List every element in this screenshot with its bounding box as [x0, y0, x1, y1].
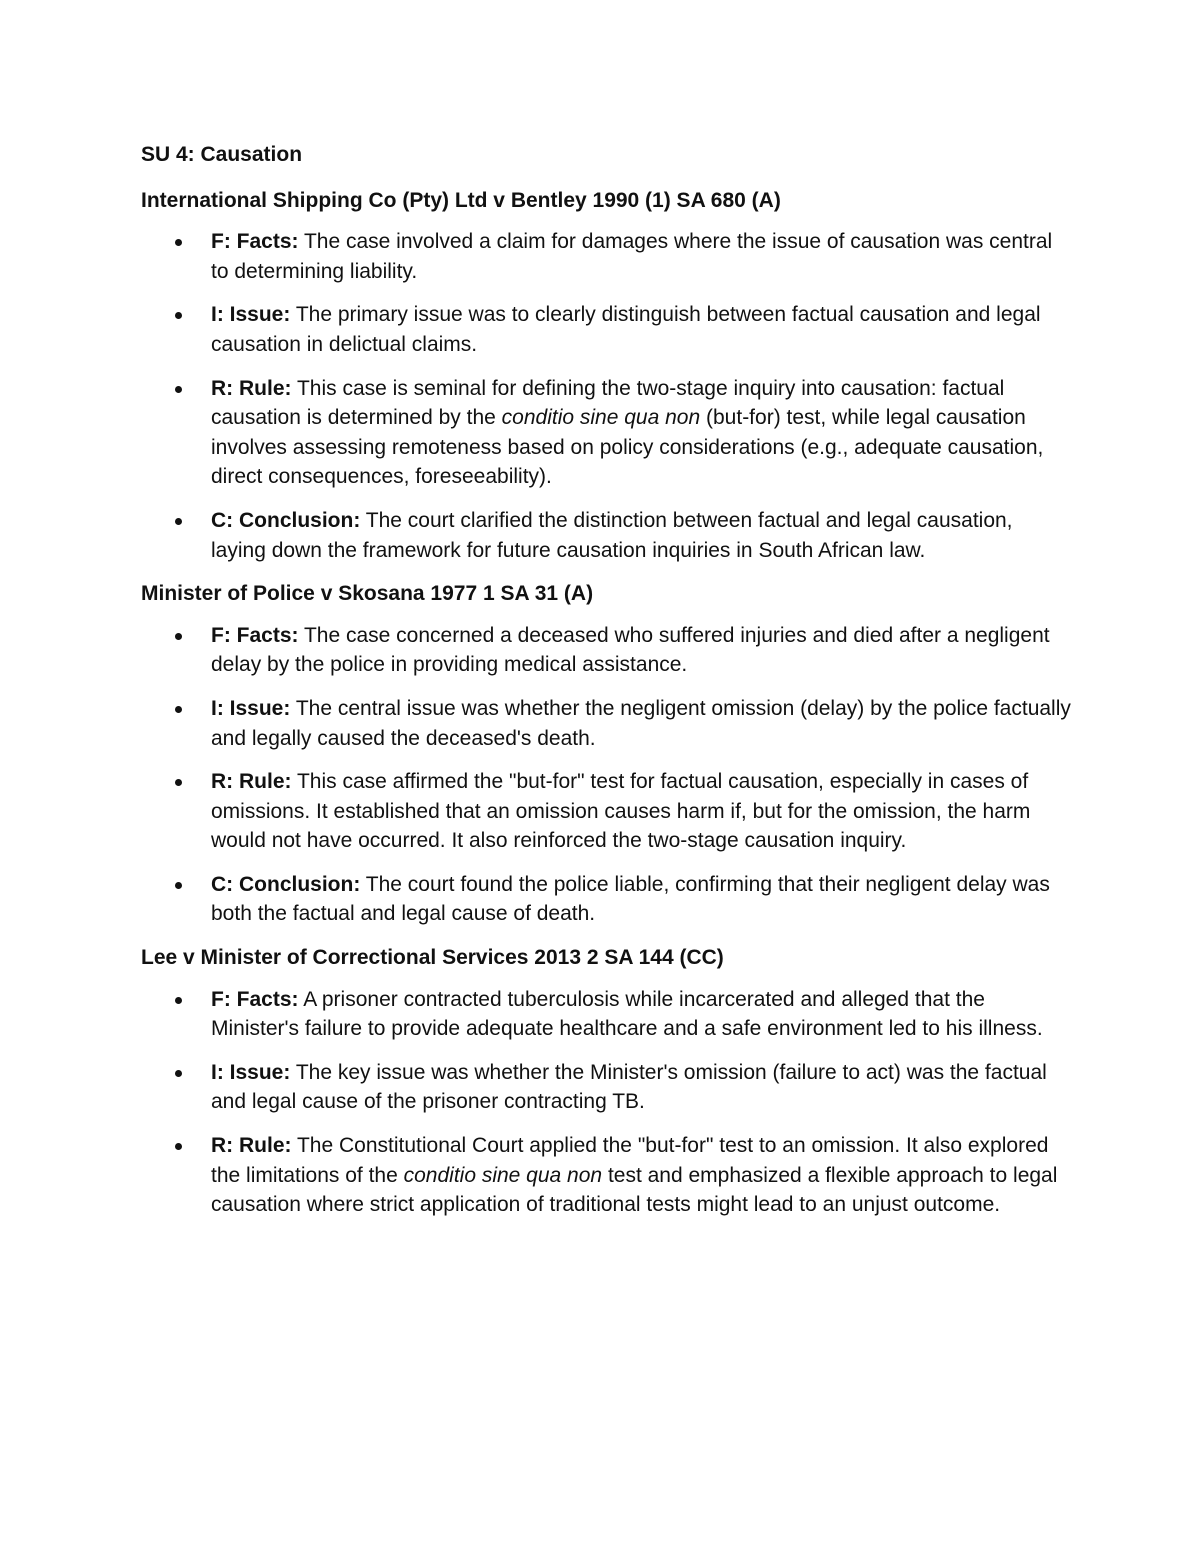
point-text: (but-for) test, while legal causation involves assessing remoteness based on policy considerations (e.g., adequate causation, direct consequences, foreseeability). [211, 406, 1044, 489]
list-item [141, 985, 1071, 1044]
point-label: F: Facts: [211, 623, 299, 647]
case-block [141, 579, 1071, 929]
point-label: R: Rule: [211, 376, 292, 400]
document-title: SU 4: Causation [141, 143, 303, 166]
italic-term: conditio sine qua non [501, 406, 701, 430]
point-text: The central issue was whether the negligent omission (delay) by the police factually and legally caused the deceased's death. [211, 696, 1071, 750]
case-block [141, 186, 1071, 566]
list-item [141, 300, 1071, 359]
bullet-icon [175, 239, 182, 246]
point-text: The case involved a claim for damages where the issue of causation was central to determining liability. [211, 230, 1053, 283]
list-item [141, 374, 1071, 492]
point-text: The primary issue was to clearly distinguish between factual causation and legal causation in delictual claims. [211, 303, 1041, 356]
case-block [141, 943, 1071, 1220]
italic-term: conditio sine qua non [403, 1163, 603, 1187]
case-points-list [141, 985, 1071, 1220]
list-item [141, 870, 1071, 929]
point-label: F: Facts: [211, 987, 299, 1011]
bullet-icon [175, 518, 182, 525]
point-text: A prisoner contracted tuberculosis while incarcerated and alleged that the Minister's failure to provide adequate healthcare and a safe environment led to his illness. [211, 987, 1043, 1041]
list-item [141, 621, 1071, 680]
bullet-icon [175, 312, 182, 319]
case-points-list [141, 227, 1071, 565]
bullet-icon [175, 633, 182, 640]
point-text: test and emphasized a flexible approach to legal causation where strict application of traditional tests might lead to an unjust outcome. [211, 1163, 1058, 1217]
point-label: C: Conclusion: [211, 872, 361, 896]
case-points-list [141, 621, 1071, 929]
point-text: The Constitutional Court applied the "but-for" test to an omission. It also explored the limitations of the [211, 1134, 1049, 1187]
list-item [141, 1058, 1071, 1117]
list-item [141, 1131, 1071, 1220]
bullet-icon [175, 1143, 182, 1150]
list-item [141, 227, 1071, 286]
list-item [141, 694, 1071, 753]
case-title: Lee v Minister of Correctional Services 2013 2 SA 144 (CC) [141, 946, 724, 970]
list-item [141, 767, 1071, 856]
bullet-icon [175, 997, 182, 1004]
point-label: F: Facts: [211, 230, 299, 254]
point-label: R: Rule: [211, 770, 292, 794]
case-title: Minister of Police v Skosana 1977 1 SA 31 (A) [141, 582, 594, 606]
bullet-icon [175, 882, 182, 889]
point-label: I: Issue: [211, 1060, 291, 1084]
point-text: This case is seminal for defining the two-stage inquiry into causation: factual causation is determined by the [211, 376, 1005, 430]
point-text: This case affirmed the "but-for" test for factual causation, especially in cases of omissions. It established that an omission causes harm if, but for the omission, the harm would not have occurred. It also reinforced the two-stage causation inquiry. [211, 770, 1031, 853]
point-text: The court clarified the distinction between factual and legal causation, laying down the framework for future causation inquiries in South African law. [211, 508, 1013, 562]
document-body [141, 140, 1071, 1234]
bullet-icon [175, 386, 182, 393]
bullet-icon [175, 706, 182, 713]
bullet-icon [175, 779, 182, 786]
point-label: R: Rule: [211, 1134, 292, 1158]
point-text: The case concerned a deceased who suffered injuries and died after a negligent delay by the police in providing medical assistance. [211, 623, 1050, 677]
list-item [141, 506, 1071, 565]
bullet-icon [175, 1070, 182, 1077]
point-text: The court found the police liable, confirming that their negligent delay was both the factual and legal cause of death. [211, 872, 1050, 926]
point-label: I: Issue: [211, 696, 291, 720]
cases-list [141, 186, 1071, 1220]
case-title: International Shipping Co (Pty) Ltd v Bentley 1990 (1) SA 680 (A) [141, 188, 781, 212]
point-label: C: Conclusion: [211, 508, 361, 532]
point-label: I: Issue: [211, 303, 291, 327]
point-text: The key issue was whether the Minister's omission (failure to act) was the factual and legal cause of the prisoner contracting TB. [211, 1060, 1047, 1114]
